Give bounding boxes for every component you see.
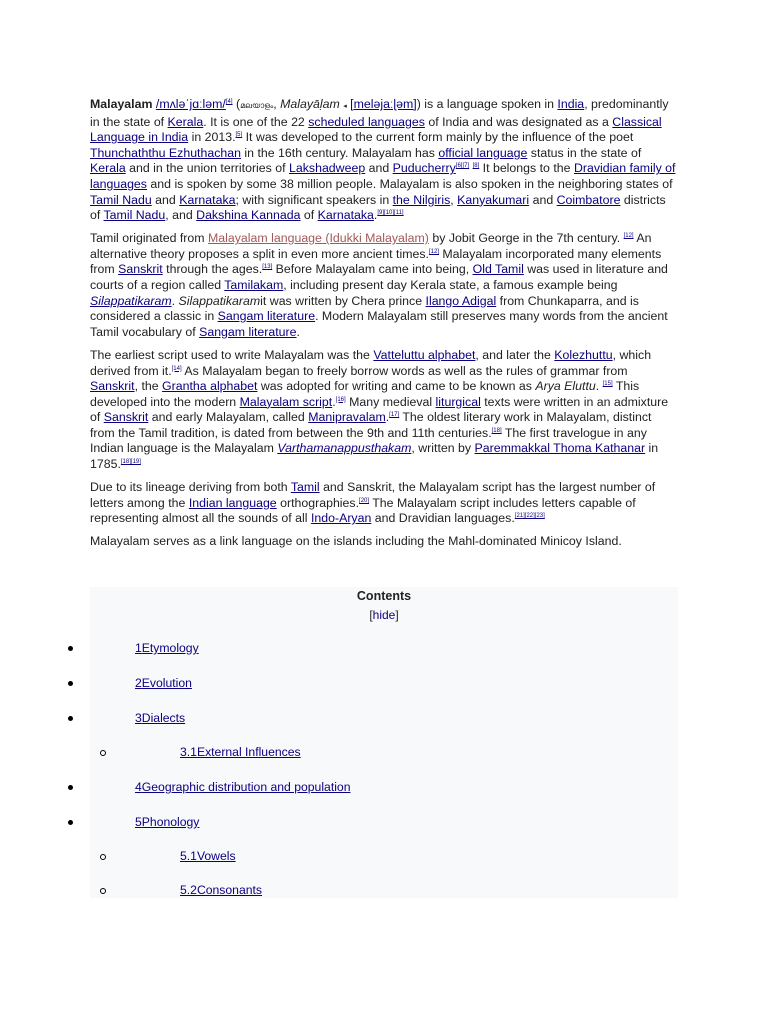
text-run: , which derived from it.	[90, 347, 652, 378]
paragraph-intro	[90, 97, 678, 224]
text-run: and early Malayalam, called	[148, 410, 309, 425]
link-kerala[interactable]: Kerala	[90, 161, 126, 176]
text-run: The oldest literary work in Malayalam, distinct from the Tamil tradition, is dated from between the 9th and 11th centuries.	[90, 410, 652, 440]
link-lakshadweep[interactable]: Lakshadweep	[289, 161, 366, 176]
text-run: and is spoken by some 38 million people. Malayalam is also spoken in the neighboring states of	[146, 176, 673, 191]
ref-link[interactable]: [12]	[623, 233, 634, 240]
toc-number: 5	[135, 815, 142, 829]
toc-item-etymology[interactable]	[135, 640, 199, 656]
link-puducherry[interactable]: Puducherry	[392, 161, 456, 176]
link-ilango-adigal[interactable]: Ilango Adigal	[425, 293, 497, 308]
toc-sub-bullet-icon	[100, 750, 106, 756]
toc-number: 5.1	[180, 849, 197, 863]
ref-link[interactable]: [8]	[472, 163, 480, 170]
text-run: was adopted for writing and came to be known as	[257, 379, 536, 394]
link-kanyakumari[interactable]: Kanyakumari	[457, 192, 530, 207]
link-nilgiris[interactable]: the Nilgiris	[392, 192, 451, 207]
toc-link[interactable]	[135, 815, 199, 829]
toc-sub-bullet-icon	[100, 888, 106, 894]
toc-item-geographic-distribution-and-population[interactable]	[135, 779, 350, 795]
text-run: through the ages.	[162, 262, 263, 277]
toc-bullet-icon	[68, 646, 73, 651]
ref-link[interactable]: [9][10][11]	[377, 210, 404, 217]
paragraph-origin	[90, 231, 678, 340]
toc-toggle	[90, 608, 678, 622]
link-coimbatore[interactable]: Coimbatore	[556, 192, 621, 207]
link-sanskrit[interactable]: Sanskrit	[118, 262, 163, 277]
toc-bullet-icon	[68, 820, 73, 825]
toc-label: Geographic distribution and population	[141, 780, 351, 794]
ref-link[interactable]: [17]	[389, 412, 400, 419]
link-classical-language[interactable]: Classical Language in India	[90, 114, 662, 145]
text-run: and in the union territories of	[125, 161, 289, 176]
link-scheduled-languages[interactable]: scheduled languages	[308, 114, 425, 129]
text-run: Malayalam serves as a link language on the islands including the Mahl-dominated Minicoy Island.	[90, 534, 622, 549]
text-run: in the 16th century. Malayalam has	[240, 145, 439, 160]
text-run: of India and was designated as a	[424, 114, 613, 129]
toc-number: 3.1	[180, 745, 197, 759]
toc-item-evolution[interactable]	[135, 675, 192, 691]
text-run: by Jobit George in the 7th century.	[428, 231, 621, 246]
text-run: districts of	[90, 192, 666, 223]
text-run: it was written by Chera prince	[260, 293, 426, 308]
toc-bracket: [	[369, 608, 373, 622]
toc-label: Etymology	[141, 641, 199, 655]
link-thunchaththu[interactable]: Thunchaththu Ezhuthachan	[90, 145, 241, 160]
toc-number: 5.2	[180, 883, 197, 897]
text-run: from Chunkaparra, and is considered a classic in	[90, 293, 639, 324]
ref-link[interactable]: [6][7]	[455, 163, 470, 170]
link-vatteluttu[interactable]: Vatteluttu alphabet	[373, 347, 476, 362]
text-run: and Dravidian languages.	[371, 511, 515, 526]
link-sanskrit[interactable]: Sanskrit	[90, 379, 135, 394]
table-of-contents	[90, 587, 678, 898]
ref-link[interactable]: [18][19]	[120, 459, 141, 466]
link-sanskrit[interactable]: Sanskrit	[103, 410, 149, 425]
text-run: Tamil originated from	[90, 231, 208, 246]
toc-link[interactable]	[180, 849, 236, 863]
toc-item-vowels[interactable]	[180, 848, 236, 864]
toc-number: 2	[135, 676, 142, 690]
text-run: Due to its lineage deriving from both	[90, 480, 291, 495]
text-run: , written by	[411, 441, 475, 456]
ref-link[interactable]: [16]	[335, 396, 346, 403]
toc-label: Dialects	[141, 711, 186, 725]
text-run: in 1785.	[90, 441, 659, 472]
toc-link[interactable]	[135, 711, 185, 725]
text-run: of	[300, 208, 318, 223]
text-run: , including present day Kerala state, a famous example being	[283, 278, 618, 293]
text-run: It belongs to the	[479, 161, 574, 176]
toc-label: Evolution	[141, 676, 192, 690]
link-idukki-malayalam[interactable]: Malayalam language (Idukki Malayalam)	[208, 231, 429, 246]
text-run: .	[296, 324, 300, 339]
text-run: and Sanskrit, the Malayalam script has the largest number of letters among the	[90, 480, 656, 510]
toc-hide-link[interactable]: hide	[372, 608, 396, 622]
link-india[interactable]: India	[557, 97, 585, 111]
toc-label: Consonants	[196, 883, 262, 897]
text-run: and	[151, 192, 180, 207]
link-manipravalam[interactable]: Manipravalam	[308, 410, 386, 425]
text-run: Before Malayalam came into being,	[272, 262, 473, 277]
text-run: .	[373, 208, 378, 223]
text-run: ,	[273, 97, 281, 111]
link-kerala[interactable]: Kerala	[167, 114, 204, 129]
link-malayalam-script[interactable]: Malayalam script	[239, 394, 333, 409]
toc-title: Contents	[356, 589, 412, 603]
link-tamil-nadu[interactable]: Tamil Nadu	[103, 208, 166, 223]
toc-sub-bullet-icon	[100, 854, 106, 860]
link-indo-aryan[interactable]: Indo-Aryan	[310, 511, 372, 526]
ipa-link[interactable]: /mʌləˈjɑːləm/	[155, 97, 226, 111]
text-run: status in the state of	[527, 145, 642, 160]
link-tamil[interactable]: Tamil	[290, 480, 320, 495]
text-run: .	[595, 379, 600, 394]
native-ipa-link[interactable]: [meləjaːɭəm]	[350, 97, 417, 111]
link-grantha-alphabet[interactable]: Grantha alphabet	[162, 379, 258, 394]
toc-label: Phonology	[141, 815, 200, 829]
text-run: , and	[165, 208, 197, 223]
link-indian-language[interactable]: Indian language	[188, 495, 277, 510]
text-run: orthographies.	[276, 495, 360, 510]
paragraph-link-language	[90, 534, 678, 550]
toc-item-consonants[interactable]	[180, 882, 262, 898]
text-run: (	[232, 97, 241, 111]
link-sangam-literature[interactable]: Sangam literature	[217, 309, 316, 324]
link-karnataka[interactable]: Karnataka	[317, 208, 374, 223]
link-dakshina-kannada[interactable]: Dakshina Kannada	[196, 208, 301, 223]
text-run: ; with significant speakers in	[235, 192, 393, 207]
toc-number: 3	[135, 711, 142, 725]
text-run: ) is a language spoken in	[416, 97, 558, 111]
text-run: .	[171, 293, 179, 308]
toc-link[interactable]	[135, 676, 192, 690]
toc-item-external-influences[interactable]	[180, 744, 301, 760]
link-sangam-literature[interactable]: Sangam literature	[199, 324, 297, 339]
ref-link[interactable]: [21][22][23]	[514, 513, 545, 520]
text-run: texts were written in an admixture of	[90, 394, 669, 425]
transliteration: Malayāḷam	[280, 97, 340, 111]
text-run: was used in literature and courts of a region called	[90, 262, 668, 293]
text-run: This developed into the modern	[90, 379, 640, 409]
toc-link[interactable]	[180, 745, 301, 759]
paragraph-script	[90, 348, 678, 473]
paragraph-lineage	[90, 480, 678, 527]
ref-link[interactable]: [12]	[428, 248, 439, 255]
toc-link[interactable]	[135, 641, 199, 655]
toc-item-dialects[interactable]	[135, 710, 185, 726]
toc-label: External Influences	[196, 745, 301, 759]
toc-link[interactable]	[135, 780, 350, 794]
text-run: in 2013.	[188, 130, 236, 145]
article-body	[90, 97, 678, 558]
toc-bullet-icon	[68, 716, 73, 721]
toc-bullet-icon	[68, 681, 73, 686]
text-run: , predominantly in the state of	[90, 97, 669, 129]
text-run: and	[365, 161, 393, 176]
toc-link[interactable]	[180, 883, 262, 897]
text-run: The first travelogue in any Indian language is the Malayalam	[90, 425, 647, 456]
arya-eluttu: Arya Eluttu	[535, 379, 596, 394]
native-script: മലയാളം	[240, 101, 274, 110]
link-old-tamil[interactable]: Old Tamil	[472, 262, 524, 277]
ref-link[interactable]: [5]	[235, 132, 243, 139]
toc-item-phonology[interactable]	[135, 814, 199, 830]
article-subject: Malayalam	[90, 97, 153, 111]
text-run: .	[385, 410, 390, 425]
text-run: Many medieval	[345, 394, 436, 409]
toc-bracket: ]	[395, 608, 399, 622]
link-tamilakam[interactable]: Tamilakam	[224, 278, 284, 293]
link-silappatikaram[interactable]: Silappatikaram	[90, 293, 172, 308]
toc-label: Vowels	[196, 849, 236, 863]
ref-link[interactable]: [4]	[225, 99, 233, 105]
text-run: . It is one of the 22	[203, 114, 309, 129]
ref-link[interactable]: [20]	[359, 497, 370, 504]
text-run: As Malayalam began to freely borrow words as well as the rules of grammar from	[181, 363, 628, 378]
link-tamil-nadu[interactable]: Tamil Nadu	[90, 192, 152, 207]
link-liturgical[interactable]: liturgical	[435, 394, 481, 409]
text-run: .	[332, 394, 336, 409]
ref-link[interactable]: [14]	[171, 365, 182, 372]
ref-link[interactable]: [15]	[602, 381, 613, 388]
toc-number: 1	[135, 641, 142, 655]
text-run: , and later the	[475, 347, 555, 362]
ref-link[interactable]: [13]	[262, 264, 273, 271]
link-dravidian[interactable]: Dravidian family of languages	[90, 161, 676, 191]
silappatikaram-italic: Silappatikaram	[178, 293, 261, 308]
ref-link[interactable]: [18]	[491, 427, 502, 434]
text-run: ,	[450, 192, 458, 207]
link-paremmakkal[interactable]: Paremmakkal Thoma Kathanar	[474, 441, 646, 456]
text-run: and	[529, 192, 557, 207]
link-kolezhuttu[interactable]: Kolezhuttu	[554, 347, 613, 362]
text-run: . Modern Malayalam still preserves many words from the ancient Tamil vocabulary of	[90, 309, 668, 339]
text-run: , the	[134, 379, 163, 394]
text-run: Malayalam incorporated many elements from	[90, 246, 662, 277]
link-official-language[interactable]: official language	[438, 145, 528, 160]
text-run: The Malayalam script includes letters capable of representing almost all the sounds of all	[90, 495, 636, 526]
speaker-icon[interactable]: ◂	[343, 103, 347, 110]
link-varthamanappusthakam[interactable]: Varthamanappusthakam	[277, 441, 412, 456]
toc-bullet-icon	[68, 785, 73, 790]
text-run: An alternative theory proposes a split in even more ancient times.	[90, 231, 652, 261]
toc-number: 4	[135, 780, 142, 794]
text-run: It was developed to the current form mainly by the influence of the poet	[242, 130, 634, 145]
link-karnataka[interactable]: Karnataka	[179, 192, 236, 207]
text-run: The earliest script used to write Malayalam was the	[90, 347, 374, 362]
